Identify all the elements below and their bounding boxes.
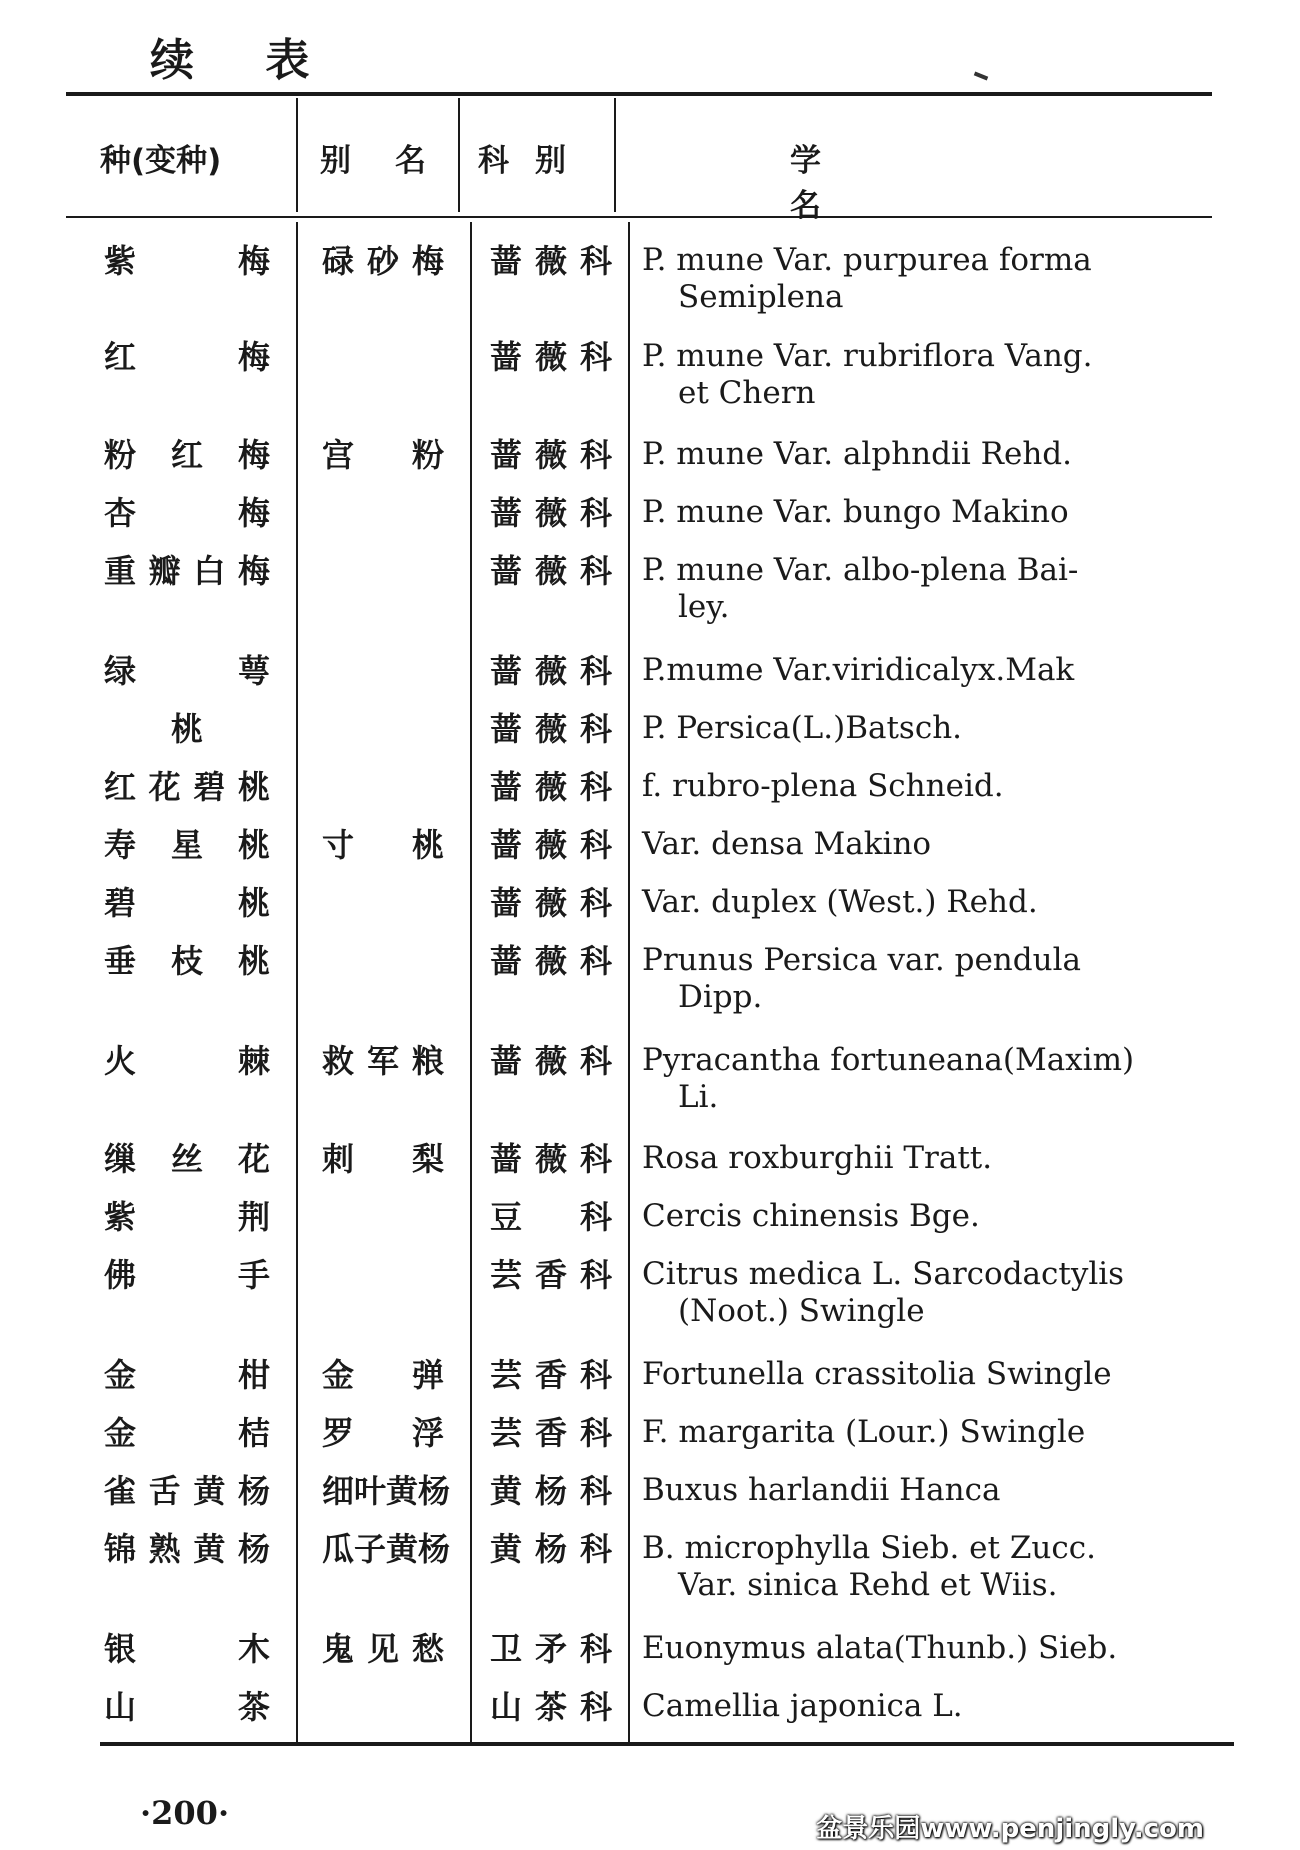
header-divider-3 bbox=[614, 98, 616, 212]
family-cell: 芸香科 bbox=[490, 1256, 612, 1294]
species-cell: 杏 梅 bbox=[104, 494, 270, 532]
family-cell: 蔷薇科 bbox=[490, 494, 612, 532]
scientific-name-cell bbox=[642, 1356, 1227, 1393]
scientific-name-text: Camellia japonica L. bbox=[642, 1688, 963, 1724]
scientific-name-continuation: et Chern bbox=[678, 375, 816, 411]
scientific-name-text: Buxus harlandii Hanca bbox=[642, 1472, 1001, 1508]
species-cell: 紫 荆 bbox=[104, 1198, 270, 1236]
header-scientific-name: 学名 bbox=[790, 143, 1061, 224]
scientific-name-cell bbox=[642, 710, 1227, 747]
scientific-name-cell bbox=[642, 338, 1227, 412]
scientific-name-text: Pyracantha fortuneana(Maxim) bbox=[642, 1042, 1135, 1078]
scientific-name-continuation: ley. bbox=[678, 589, 730, 625]
scientific-name-text: f. rubro-plena Schneid. bbox=[642, 768, 1004, 804]
scientific-name-text: Var. densa Makino bbox=[642, 826, 932, 862]
species-cell: 桃 bbox=[170, 710, 203, 748]
scientific-name-continuation: (Noot.) Swingle bbox=[678, 1293, 925, 1329]
family-cell: 蔷薇科 bbox=[490, 1140, 612, 1178]
alias-cell: 宫 粉 bbox=[322, 436, 444, 474]
scientific-name-cell bbox=[642, 652, 1227, 689]
scientific-name-text: P. mune Var. bungo Makino bbox=[642, 494, 1069, 530]
family-cell: 蔷薇科 bbox=[490, 242, 612, 280]
scientific-name-text: F. margarita (Lour.) Swingle bbox=[642, 1414, 1086, 1450]
table-top-rule bbox=[66, 92, 1212, 96]
header-alias: 别名 bbox=[320, 143, 470, 179]
alias-cell: 救军粮 bbox=[322, 1042, 444, 1080]
scientific-name-continuation: Li. bbox=[678, 1079, 719, 1115]
species-cell: 寿星桃 bbox=[104, 826, 270, 864]
scientific-name-cell bbox=[642, 1256, 1227, 1330]
header-family: 科别 bbox=[478, 143, 592, 179]
scientific-name-continuation: Var. sinica Rehd et Wiis. bbox=[678, 1567, 1058, 1603]
family-cell: 黄杨科 bbox=[490, 1530, 612, 1568]
scientific-name-cell bbox=[642, 552, 1227, 626]
family-cell: 蔷薇科 bbox=[490, 652, 612, 690]
family-cell: 蔷薇科 bbox=[490, 768, 612, 806]
scientific-name-cell bbox=[642, 1688, 1227, 1725]
scientific-name-cell bbox=[642, 768, 1227, 805]
species-cell: 金 桔 bbox=[104, 1414, 270, 1452]
scientific-name-text: P. mune Var. purpurea forma bbox=[642, 242, 1092, 278]
species-cell: 火 棘 bbox=[104, 1042, 270, 1080]
scientific-name-text: Prunus Persica var. pendula bbox=[642, 942, 1081, 978]
alias-cell: 鬼见愁 bbox=[322, 1630, 444, 1668]
scientific-name-cell bbox=[642, 1042, 1227, 1116]
species-cell: 金 柑 bbox=[104, 1356, 270, 1394]
species-cell: 碧 桃 bbox=[104, 884, 270, 922]
scientific-name-cell bbox=[642, 1140, 1227, 1177]
species-cell: 绿 萼 bbox=[104, 652, 270, 690]
species-cell: 锦熟黄杨 bbox=[104, 1530, 270, 1568]
species-cell: 银 木 bbox=[104, 1630, 270, 1668]
family-cell: 豆 科 bbox=[490, 1198, 612, 1236]
family-cell: 蔷薇科 bbox=[490, 826, 612, 864]
scientific-name-text: Citrus medica L. Sarcodactylis bbox=[642, 1256, 1125, 1292]
scientific-name-text: P. Persica(L.)Batsch. bbox=[642, 710, 963, 746]
scientific-name-cell bbox=[642, 436, 1227, 473]
family-cell: 黄杨科 bbox=[490, 1472, 612, 1510]
species-cell: 紫 梅 bbox=[104, 242, 270, 280]
scientific-name-text: Fortunella crassitolia Swingle bbox=[642, 1356, 1112, 1392]
species-cell: 雀舌黄杨 bbox=[104, 1472, 270, 1510]
scientific-name-cell bbox=[642, 1472, 1227, 1509]
table-bottom-rule bbox=[100, 1742, 1234, 1746]
family-cell: 蔷薇科 bbox=[490, 338, 612, 376]
scientific-name-cell bbox=[642, 494, 1227, 531]
species-cell: 重瓣白梅 bbox=[104, 552, 270, 590]
scientific-name-cell bbox=[642, 826, 1227, 863]
header-species: 种(变种) bbox=[100, 143, 222, 179]
scientific-name-text: Rosa roxburghii Tratt. bbox=[642, 1140, 993, 1176]
alias-cell: 罗 浮 bbox=[322, 1414, 444, 1452]
scientific-name-cell bbox=[642, 1414, 1227, 1451]
header-divider-1 bbox=[296, 98, 298, 212]
scan-mark bbox=[974, 72, 988, 81]
species-cell: 红花碧桃 bbox=[104, 768, 270, 806]
family-cell: 蔷薇科 bbox=[490, 436, 612, 474]
species-cell: 垂枝桃 bbox=[104, 942, 270, 980]
family-cell: 芸香科 bbox=[490, 1356, 612, 1394]
scientific-name-text: Var. duplex (West.) Rehd. bbox=[642, 884, 1038, 920]
scientific-name-text: P. mune Var. albo-plena Bai- bbox=[642, 552, 1079, 588]
scientific-name-continuation: Semiplena bbox=[678, 279, 844, 315]
scientific-name-cell bbox=[642, 942, 1227, 1016]
scientific-name-cell bbox=[642, 884, 1227, 921]
family-cell: 卫矛科 bbox=[490, 1630, 612, 1668]
species-cell: 红 梅 bbox=[104, 338, 270, 376]
family-cell: 蔷薇科 bbox=[490, 710, 612, 748]
family-cell: 蔷薇科 bbox=[490, 884, 612, 922]
scientific-name-cell bbox=[642, 1530, 1227, 1604]
scientific-name-text: P.mume Var.viridicalyx.Mak bbox=[642, 652, 1075, 688]
scientific-name-cell bbox=[642, 1630, 1227, 1667]
scientific-name-text: P. mune Var. rubriflora Vang. bbox=[642, 338, 1093, 374]
family-cell: 芸香科 bbox=[490, 1414, 612, 1452]
alias-cell: 刺 梨 bbox=[322, 1140, 444, 1178]
scientific-name-cell bbox=[642, 242, 1227, 316]
scientific-name-text: P. mune Var. alphndii Rehd. bbox=[642, 436, 1073, 472]
family-cell: 蔷薇科 bbox=[490, 1042, 612, 1080]
alias-cell: 细叶黄杨 bbox=[322, 1472, 451, 1510]
page-number: ·200· bbox=[140, 1794, 230, 1832]
scientific-name-text: B. microphylla Sieb. et Zucc. bbox=[642, 1530, 1096, 1566]
column-divider-3 bbox=[628, 222, 630, 1742]
family-cell: 蔷薇科 bbox=[490, 942, 612, 980]
species-cell: 佛 手 bbox=[104, 1256, 270, 1294]
family-cell: 山茶科 bbox=[490, 1688, 612, 1726]
alias-cell: 寸 桃 bbox=[322, 826, 444, 864]
scientific-name-continuation: Dipp. bbox=[678, 979, 763, 1015]
family-cell: 蔷薇科 bbox=[490, 552, 612, 590]
alias-cell: 金 弹 bbox=[322, 1356, 444, 1394]
scientific-name-text: Euonymus alata(Thunb.) Sieb. bbox=[642, 1630, 1118, 1666]
column-divider-1 bbox=[296, 222, 298, 1742]
watermark: 盆景乐园www.penjingly.com bbox=[816, 1814, 1204, 1844]
species-cell: 缫丝花 bbox=[104, 1140, 270, 1178]
species-cell: 山 茶 bbox=[104, 1688, 270, 1726]
scientific-name-text: Cercis chinensis Bge. bbox=[642, 1198, 980, 1234]
species-cell: 粉红梅 bbox=[104, 436, 270, 474]
alias-cell: 瓜子黄杨 bbox=[322, 1530, 451, 1568]
page-title: 续 表 bbox=[150, 35, 338, 86]
scientific-name-cell bbox=[642, 1198, 1227, 1235]
alias-cell: 碌砂梅 bbox=[322, 242, 444, 280]
column-divider-2 bbox=[470, 222, 472, 1742]
